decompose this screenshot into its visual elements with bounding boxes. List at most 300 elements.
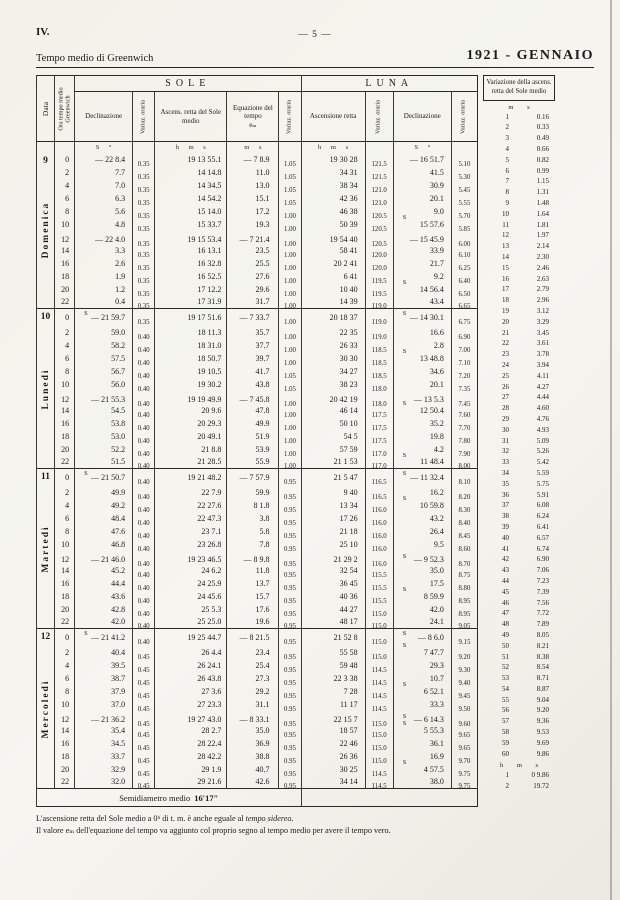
south-sign-marker: S <box>402 641 407 649</box>
cell-value: 9.60 <box>458 720 471 728</box>
equation-label: Equazione del tempo <box>232 103 273 121</box>
cell-value: 6 <box>65 193 70 203</box>
cell-value: 0.35 <box>137 173 150 181</box>
variation-seconds: 0.99 <box>536 166 549 175</box>
moon-declination <box>393 326 451 339</box>
variation-hours: 1 <box>505 771 509 780</box>
cell-value: 46 14 <box>339 405 358 415</box>
equation-of-time <box>227 192 279 205</box>
cell-value: 18 31.0 <box>197 340 222 350</box>
cell-value: 23 7.1 <box>201 526 222 536</box>
cell-value: 35.7 <box>255 327 270 337</box>
plate-number: IV. <box>36 26 50 38</box>
cell-value: 0.40 <box>137 638 150 646</box>
cell-value: 10 <box>61 219 70 229</box>
cell-value: 0.45 <box>137 705 150 713</box>
hour-value <box>55 365 75 378</box>
equation-hourly-variation <box>279 218 301 231</box>
cell-value: 0.35 <box>137 240 150 248</box>
mean-sun-right-ascension <box>155 776 227 789</box>
hour-value <box>55 750 75 763</box>
cell-value: 49.9 <box>255 418 270 428</box>
cell-value: 43.6 <box>111 591 126 601</box>
sun-declination <box>75 257 133 270</box>
sun-decl-hourly-variation <box>133 270 155 283</box>
sun-decl-hourly-variation <box>133 564 155 577</box>
cell-value: 4 57.5 <box>423 764 444 774</box>
moon-right-ascension <box>301 763 365 776</box>
cell-value: 116.5 <box>371 478 387 486</box>
variation-seconds: 8.21 <box>536 641 549 650</box>
cell-value: 0.45 <box>137 770 150 778</box>
variation-label: Variaz. oraria <box>374 99 382 134</box>
cell-value: 9.75 <box>458 770 471 778</box>
cell-value: 9.45 <box>458 692 471 700</box>
mean-sun-right-ascension <box>155 486 227 499</box>
mean-sun-right-ascension <box>155 378 227 391</box>
cell-value: 15 14.0 <box>197 206 222 216</box>
south-sign-marker: S <box>402 630 407 637</box>
hour-value <box>55 672 75 685</box>
cell-value: 0 <box>65 312 70 322</box>
variation-minutes: 51 <box>502 652 509 661</box>
cell-value: 115.0 <box>371 638 387 646</box>
variation-seconds: 2.46 <box>536 263 549 272</box>
cell-value: — 21 59.7 <box>91 312 126 322</box>
cell-value: 54.5 <box>111 405 126 415</box>
cell-value: 8.00 <box>458 463 471 471</box>
cell-value: 0.95 <box>284 653 296 661</box>
cell-value: 14 14.8 <box>197 167 222 177</box>
cell-value: — 14 30.1 <box>409 312 444 322</box>
mean-sun-right-ascension <box>155 326 227 339</box>
hour-row <box>37 231 478 244</box>
cell-value: 0.40 <box>137 385 150 393</box>
equation-hourly-variation <box>279 577 301 590</box>
variation-row <box>483 468 555 479</box>
moon-declination <box>393 585 451 603</box>
equation-hourly-variation <box>279 166 301 179</box>
cell-value: 33.7 <box>111 751 126 761</box>
cell-value: — 8 6.0 <box>417 632 444 642</box>
equation-of-time <box>227 512 279 525</box>
moon-declination <box>393 551 451 564</box>
cell-value: 33.9 <box>429 245 444 255</box>
cell-value: 7.70 <box>458 424 471 432</box>
moon-ra-hourly-variation <box>365 365 393 378</box>
variation-row <box>483 619 555 630</box>
cell-value: 28 22.4 <box>197 738 222 748</box>
sun-decl-hourly-variation <box>133 711 155 728</box>
equation-of-time <box>227 590 279 603</box>
cell-value: 15 33.7 <box>197 219 222 229</box>
sun-declination <box>75 512 133 525</box>
equation-hourly-variation <box>279 469 301 486</box>
mean-sun-right-ascension <box>155 443 227 456</box>
cell-value: 19 10.5 <box>197 366 222 376</box>
cell-value: — 8 33.1 <box>239 714 270 724</box>
date-number: 11 <box>41 472 50 482</box>
moon-decl-hourly-variation <box>451 244 477 257</box>
moon-decl-hourly-variation <box>451 326 477 339</box>
cell-value: 0.35 <box>137 290 150 298</box>
cell-value: 116.0 <box>371 532 387 540</box>
sun-declination <box>75 326 133 339</box>
variation-seconds: 5.75 <box>536 479 549 488</box>
cell-value: 0.95 <box>284 783 296 791</box>
variation-minutes: 34 <box>502 468 509 477</box>
variation-seconds: 8.71 <box>536 674 549 683</box>
mean-sun-right-ascension <box>155 551 227 564</box>
moon-declination <box>393 451 451 469</box>
cell-value: 38 34 <box>339 180 358 190</box>
cell-value: 7.80 <box>458 437 471 445</box>
cell-value: 118.5 <box>371 346 387 354</box>
variation-row <box>483 122 555 133</box>
cell-value: 21 52 8 <box>333 632 358 642</box>
cell-value: 9.50 <box>458 705 471 713</box>
variation-minutes: 40 <box>502 533 509 542</box>
cell-value: 52.2 <box>111 444 126 454</box>
mean-sun-right-ascension <box>155 192 227 205</box>
cell-value: — 21 36.2 <box>91 714 126 724</box>
variation-minutes: 27 <box>502 393 509 402</box>
variation-row <box>483 673 555 684</box>
moon-decl-hourly-variation <box>451 577 477 590</box>
hour-row <box>37 417 478 430</box>
cell-value: 0.95 <box>284 720 296 728</box>
moon-right-ascension <box>301 339 365 352</box>
cell-value: 0.95 <box>284 560 296 568</box>
equation-hourly-variation <box>279 192 301 205</box>
cell-value: 119.0 <box>371 318 387 326</box>
sun-declination <box>75 776 133 789</box>
cell-value: 1.00 <box>284 437 296 445</box>
mean-sun-right-ascension <box>155 218 227 231</box>
variation-minutes: 20 <box>502 317 509 326</box>
moon-ra-hourly-variation <box>365 270 393 283</box>
cell-value: 30.9 <box>429 180 444 190</box>
hour-value <box>55 698 75 711</box>
variation-seconds: 2.96 <box>536 296 549 305</box>
cell-value: 16 <box>61 578 70 588</box>
column-header-variation <box>451 92 477 142</box>
moon-decl-hourly-variation <box>451 378 477 391</box>
variation-minutes: 37 <box>502 501 509 510</box>
cell-value: 7.35 <box>458 385 471 393</box>
cell-value: 0.95 <box>284 744 296 752</box>
cell-value: 22 47.3 <box>197 513 222 523</box>
cell-value: — 21 55.3 <box>91 394 126 404</box>
cell-value: 6 41 <box>343 271 358 281</box>
hour-value <box>55 590 75 603</box>
column-header-sun-ra: Ascens. retta del Sole medio <box>155 92 227 142</box>
moon-ra-hourly-variation <box>365 456 393 469</box>
cell-value: 1.9 <box>115 271 126 281</box>
hour-value <box>55 616 75 629</box>
variation-seconds: 5.09 <box>536 436 549 445</box>
sun-declination <box>75 417 133 430</box>
moon-ra-hourly-variation <box>365 179 393 192</box>
equation-hourly-variation <box>279 603 301 616</box>
sun-declination <box>75 166 133 179</box>
column-header-equation <box>227 92 279 142</box>
hour-value <box>55 456 75 469</box>
cell-value: 20.1 <box>429 379 444 389</box>
variation-hour-seconds: 19.72 <box>533 782 549 791</box>
cell-value: 118.0 <box>371 400 387 408</box>
cell-value: 115.0 <box>371 757 387 765</box>
day-name: Mercoledì <box>40 679 51 738</box>
cell-value: 12 50.4 <box>419 405 444 415</box>
variation-seconds: 2.79 <box>536 285 549 294</box>
equation-hourly-variation <box>279 590 301 603</box>
variation-hour-units: h m s <box>499 762 539 770</box>
variation-seconds: 6.57 <box>536 533 549 542</box>
moon-right-ascension <box>301 218 365 231</box>
cell-value: 49.9 <box>111 487 126 497</box>
cell-value: 26.4 <box>429 526 444 536</box>
table-footer <box>37 789 478 807</box>
variation-row <box>483 295 555 306</box>
moon-decl-hourly-variation <box>451 469 477 486</box>
cell-value: 115.5 <box>371 571 387 579</box>
cell-value: — 21 46.0 <box>91 554 126 564</box>
cell-value: 59.9 <box>255 487 270 497</box>
equation-hourly-variation <box>279 205 301 218</box>
hour-row <box>37 659 478 672</box>
variation-row <box>483 220 555 231</box>
cell-value: 38.7 <box>111 673 126 683</box>
cell-value: 7 28 <box>343 686 358 696</box>
cell-value: 30 30 <box>339 353 358 363</box>
equation-hourly-variation <box>279 698 301 711</box>
moon-decl-hourly-variation <box>451 443 477 456</box>
sun-declination <box>75 270 133 283</box>
moon-decl-hourly-variation <box>451 257 477 270</box>
variation-row <box>483 198 555 209</box>
variation-minutes: 50 <box>502 641 509 650</box>
date-cell <box>37 629 55 789</box>
mean-sun-right-ascension <box>155 616 227 629</box>
moon-decl-hourly-variation <box>451 283 477 296</box>
mean-sun-right-ascension <box>155 750 227 763</box>
variation-seconds: 8.38 <box>536 652 549 661</box>
sun-declination <box>75 192 133 205</box>
sun-declination <box>75 205 133 218</box>
moon-right-ascension <box>301 590 365 603</box>
sun-decl-hourly-variation <box>133 443 155 456</box>
cell-value: 25 5.3 <box>201 604 222 614</box>
moon-decl-hourly-variation <box>451 166 477 179</box>
column-header-variation <box>279 92 301 142</box>
variation-row <box>483 511 555 522</box>
cell-value: 2.8 <box>433 340 444 350</box>
hour-value <box>55 339 75 352</box>
sun-declination <box>75 391 133 404</box>
variation-row <box>483 112 555 123</box>
variation-seconds: 7.23 <box>536 576 549 585</box>
variation-minutes: 4 <box>505 145 509 154</box>
moon-decl-hourly-variation <box>451 339 477 352</box>
cell-value: 7.45 <box>458 400 471 408</box>
cell-value: 118.5 <box>371 372 387 380</box>
cell-value: 44 27 <box>339 604 358 614</box>
hour-row <box>37 283 478 296</box>
cell-value: 0.45 <box>137 653 150 661</box>
moon-right-ascension <box>301 646 365 659</box>
moon-ra-hourly-variation <box>365 750 393 763</box>
variation-seconds: 6.08 <box>536 501 549 510</box>
variation-row <box>483 382 555 393</box>
variation-seconds: 0.66 <box>536 145 549 154</box>
variation-row <box>483 284 555 295</box>
cell-value: 34.5 <box>111 738 126 748</box>
equation-hourly-variation <box>279 153 301 166</box>
variation-label: Variaz. oraria <box>459 99 467 134</box>
variation-row <box>483 209 555 220</box>
hour-row <box>37 577 478 590</box>
cell-value: 6.25 <box>458 264 471 272</box>
sun-declination <box>75 296 133 309</box>
moon-right-ascension <box>301 512 365 525</box>
cell-value: 59 48 <box>339 660 358 670</box>
cell-value: 22 35 <box>339 327 358 337</box>
variation-minutes: 16 <box>502 274 509 283</box>
cell-value: — 13 5.3 <box>413 394 444 404</box>
equation-of-time <box>227 309 279 326</box>
mean-sun-right-ascension <box>155 538 227 551</box>
sun-decl-hourly-variation <box>133 603 155 616</box>
variation-seconds: 7.56 <box>536 598 549 607</box>
cell-value: 19 27 43.0 <box>187 714 222 724</box>
cell-value: 29 21.6 <box>197 777 222 787</box>
semidiameter-label: Semidiametro medio <box>119 792 191 803</box>
cell-value: 1.00 <box>284 318 296 326</box>
sun-decl-hourly-variation <box>133 724 155 737</box>
variation-seconds: 0.49 <box>536 134 549 143</box>
variation-seconds: 9.36 <box>536 717 549 726</box>
equation-hourly-variation <box>279 391 301 408</box>
variation-minutes: 35 <box>502 479 509 488</box>
moon-right-ascension <box>301 257 365 270</box>
variation-row <box>483 695 555 706</box>
cell-value: 8 <box>65 526 70 536</box>
cell-value: 26 24.1 <box>197 660 222 670</box>
cell-value: 0.40 <box>137 437 150 445</box>
variation-seconds: 0.82 <box>536 155 549 164</box>
mean-sun-right-ascension <box>155 296 227 309</box>
cell-value: — 6 14.3 <box>413 714 444 724</box>
cell-value: 116.0 <box>371 519 387 527</box>
sun-decl-hourly-variation <box>133 737 155 750</box>
cell-value: 12 <box>61 394 70 404</box>
column-header-data <box>37 76 55 142</box>
cell-value: 22 <box>61 297 70 307</box>
cell-value: 2 <box>65 647 70 657</box>
variation-row <box>483 587 555 598</box>
variation-seconds: 8.54 <box>536 663 549 672</box>
moon-declination <box>393 192 451 205</box>
cell-value: 117.0 <box>371 463 387 471</box>
cell-value: 115.0 <box>371 744 387 752</box>
cell-value: 9.70 <box>458 757 471 765</box>
moon-right-ascension <box>301 564 365 577</box>
variation-minutes: 13 <box>502 242 509 251</box>
moon-declination <box>393 680 451 698</box>
cell-value: 9.20 <box>458 653 471 661</box>
sun-declination <box>75 443 133 456</box>
unit-blank <box>365 142 393 153</box>
hour-value <box>55 378 75 391</box>
variation-hour-row <box>483 781 555 792</box>
moon-ra-hourly-variation <box>365 153 393 166</box>
equation-hourly-variation <box>279 257 301 270</box>
cell-value: 55.9 <box>255 457 270 467</box>
cell-value: 0.40 <box>137 424 150 432</box>
moon-decl-hourly-variation <box>451 365 477 378</box>
equation-of-time <box>227 750 279 763</box>
hour-value <box>55 685 75 698</box>
sun-decl-hourly-variation <box>133 646 155 659</box>
variation-minutes: 9 <box>505 199 509 208</box>
moon-ra-hourly-variation <box>365 603 393 616</box>
moon-right-ascension <box>301 737 365 750</box>
variation-row <box>483 608 555 619</box>
cell-value: 0.45 <box>137 731 150 739</box>
cell-value: 9.05 <box>458 623 471 631</box>
variation-seconds: 5.42 <box>536 458 549 467</box>
equation-of-time <box>227 270 279 283</box>
cell-value: 4 <box>65 340 70 350</box>
sun-decl-hourly-variation <box>133 166 155 179</box>
moon-ra-hourly-variation <box>365 205 393 218</box>
cell-value: 11.0 <box>255 167 270 177</box>
variation-minutes: 39 <box>502 522 509 531</box>
cell-value: 9.30 <box>458 666 471 674</box>
cell-value: 115.0 <box>371 623 387 631</box>
cell-value: 13 48.8 <box>419 353 444 363</box>
variation-minutes: 15 <box>502 263 509 272</box>
moon-ra-hourly-variation <box>365 499 393 512</box>
unit-equation: m s <box>227 142 279 153</box>
moon-declination <box>393 166 451 179</box>
cell-value: 8.30 <box>458 506 471 514</box>
unit-sun-ra: h m s <box>155 142 227 153</box>
cell-value: 12 <box>61 554 70 564</box>
cell-value: 6.65 <box>458 303 471 311</box>
equation-hourly-variation <box>279 685 301 698</box>
hour-row <box>37 616 478 629</box>
cell-value: 0.40 <box>137 519 150 527</box>
hour-value <box>55 469 75 486</box>
equation-hourly-variation <box>279 724 301 737</box>
cell-value: 0.40 <box>137 584 150 592</box>
cell-value: 0.95 <box>284 705 296 713</box>
cell-value: 7.7 <box>115 167 126 177</box>
moon-decl-hourly-variation <box>451 352 477 365</box>
mean-sun-right-ascension <box>155 590 227 603</box>
cell-value: 16.2 <box>429 487 444 497</box>
cell-value: 19.6 <box>255 617 270 627</box>
moon-right-ascension <box>301 179 365 192</box>
cell-value: 57.5 <box>111 353 126 363</box>
hour-value <box>55 231 75 244</box>
hour-row <box>37 603 478 616</box>
equation-of-time <box>227 564 279 577</box>
mean-sun-right-ascension <box>155 309 227 326</box>
cell-value: 7.60 <box>458 411 471 419</box>
